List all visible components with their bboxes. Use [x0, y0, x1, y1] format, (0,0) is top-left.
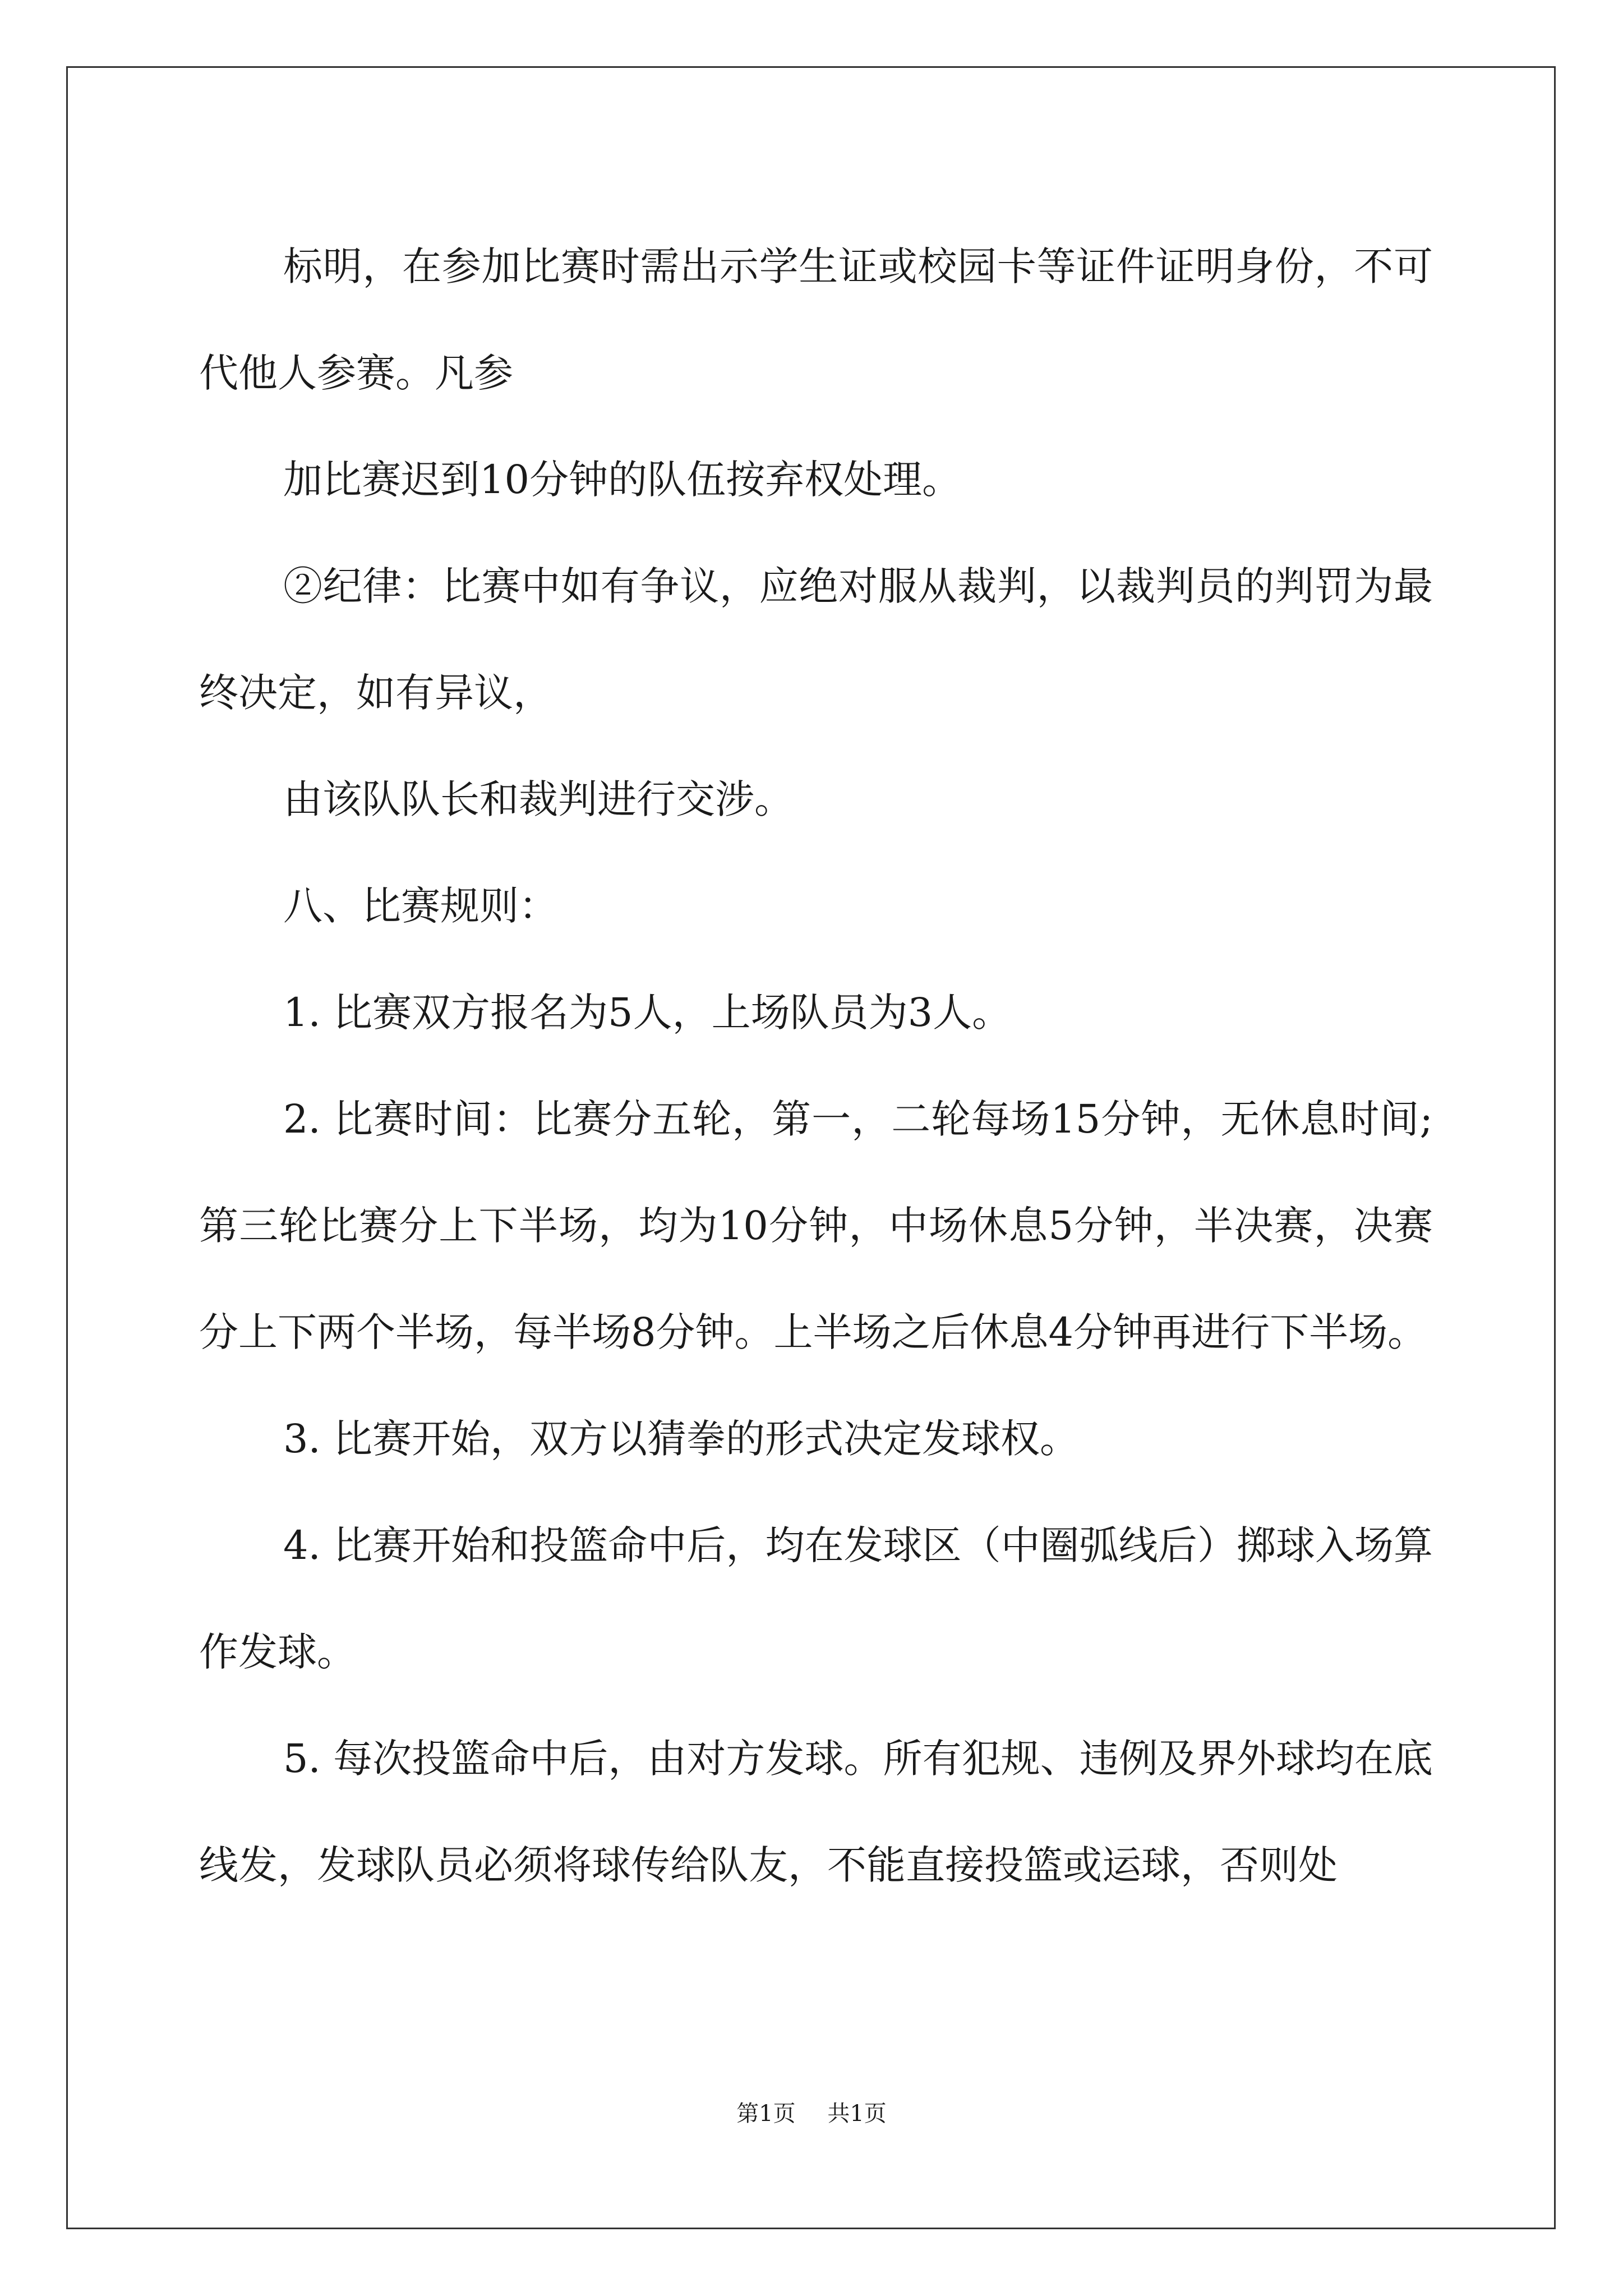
paragraph: 加比赛迟到10分钟的队伍按弃权处理。 — [283, 457, 962, 503]
paragraph: 标明，在参加比赛时需出示学生证或校园卡等证件证明身份，不可代他人参赛。凡参 — [199, 243, 1433, 396]
rule-item: 3. 比赛开始，双方以猜拳的形式决定发球权。 — [283, 1416, 1080, 1462]
section-heading: 八、比赛规则： — [283, 883, 558, 929]
rule-item: 1. 比赛双方报名为5人，上场队员为3人。 — [283, 990, 1012, 1036]
page-footer — [0, 2097, 1623, 2131]
document-body — [199, 213, 1433, 1918]
page-number-current: 第1页 — [736, 2101, 796, 2127]
rule-item: 5. 每次投篮命中后，由对方发球。所有犯规、违例及界外球均在底线发，发球队员必须将球传给队友，不能直接投篮或运球，否则处 — [199, 1736, 1433, 1888]
rule-item: 2. 比赛时间：比赛分五轮，第一，二轮每场15分钟，无休息时间; 第三轮比赛分上下半场，均为10分钟，中场休息5分钟，半决赛，决赛分上下两个半场，每半场8分钟。上半场之后休息4分钟再进行下半场。 — [199, 1096, 1433, 1355]
rule-item: 4. 比赛开始和投篮命中后，均在发球区（中圈弧线后）掷球入场算作发球。 — [199, 1522, 1433, 1675]
paragraph: 由该队队长和裁判进行交涉。 — [283, 776, 794, 822]
page-number-total: 共1页 — [827, 2101, 887, 2127]
paragraph: ②纪律：比赛中如有争议，应绝对服从裁判，以裁判员的判罚为最终决定，如有异议， — [199, 563, 1433, 716]
